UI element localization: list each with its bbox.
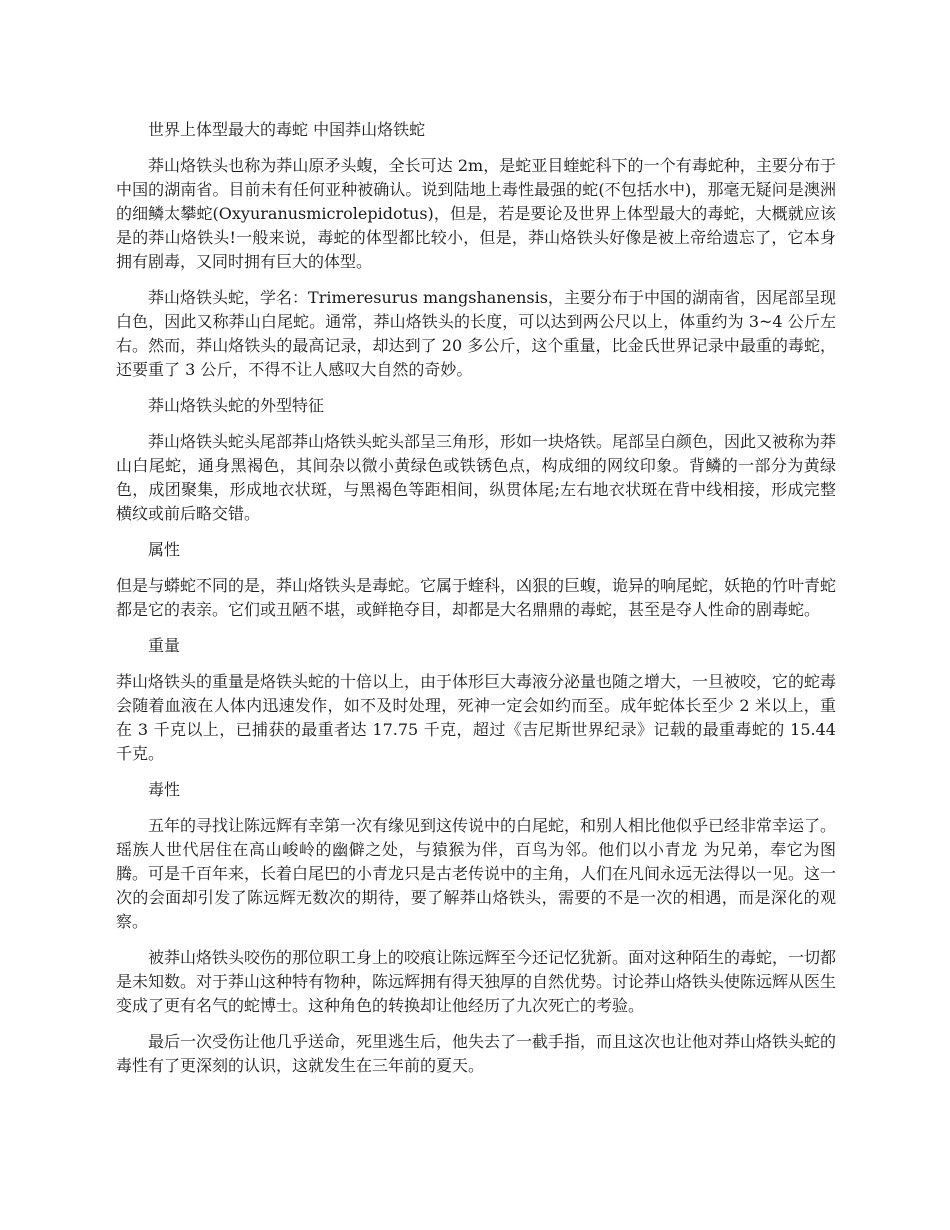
page-title: 世界上体型最大的毒蛇 中国莽山烙铁蛇 xyxy=(148,120,426,139)
paragraph-search: 五年的寻找让陈远辉有幸第一次有缘见到这传说中的白尾蛇，和别人相比他似乎已经非常幸运了。瑶族人世代居住在高山峻岭的幽僻之处，与猿猴为伴，百鸟为邻。他们以小青龙 为兄弟，奉它为图腾。可是千百年来，长着白尾巴的小青龙只是古老传说中的主角，人们在凡间永远无法得以一见。这一次的会面却引发了陈远辉无数次的期待，要了解莽山烙铁头，需要的不是一次的相遇，而是深化的观察。 xyxy=(116,816,837,931)
section-heading-appearance: 莽山烙铁头蛇的外型特征 xyxy=(148,396,325,415)
paragraph-scientific-name: 莽山烙铁头蛇，学名：Trimeresurus mangshanensis，主要分布于中国的湖南省，因尾部呈现白色，因此又称莽山白尾蛇。通常，莽山烙铁头的长度，可以达到两公尺以上，体重约为 3~4 公斤左右。然而，莽山烙铁头的最高记录，却达到了 20 多公斤，这个重量，比金氏世界记录中最重的毒蛇，还要重了 3 公斤，不得不让人感叹大自然的奇妙。 xyxy=(116,288,836,379)
section-heading-weight: 重量 xyxy=(148,636,181,655)
paragraph-bite-memory: 被莽山烙铁头咬伤的那位职工身上的咬痕让陈远辉至今还记忆犹新。面对这种陌生的毒蛇，一切都是未知数。对于莽山这种特有物种，陈远辉拥有得天独厚的自然优势。讨论莽山烙铁头使陈远辉从医生变成了更有名气的蛇博士。这种角色的转换却让他经历了九次死亡的考验。 xyxy=(116,948,837,1015)
section-heading-attributes: 属性 xyxy=(148,540,181,559)
paragraph-attributes: 但是与蟒蛇不同的是，莽山烙铁头是毒蛇。它属于蝰科，凶狠的巨蝮，诡异的响尾蛇，妖艳的竹叶青蛇都是它的表亲。它们或丑陋不堪，或鲜艳夺目，却都是大名鼎鼎的毒蛇，甚至是夺人性命的剧毒蛇。 xyxy=(116,576,837,619)
paragraph-last-injury: 最后一次受伤让他几乎送命，死里逃生后，他失去了一截手指，而且这次也让他对莽山烙铁头蛇的毒性有了更深刻的认识，这就发生在三年前的夏天。 xyxy=(116,1032,837,1075)
paragraph-weight: 莽山烙铁头的重量是烙铁头蛇的十倍以上，由于体形巨大毒液分泌量也随之增大，一旦被咬，它的蛇毒会随着血液在人体内迅速发作，如不及时处理，死神一定会如约而至。成年蛇体长至少 2 米以上，重在 3 千克以上，已捕获的最重者达 17.75 千克，超过《吉尼斯世界纪录》记载的最重毒蛇的 15.44 千克。 xyxy=(116,672,837,763)
paragraph-appearance: 莽山烙铁头蛇头尾部莽山烙铁头蛇头部呈三角形，形如一块烙铁。尾部呈白颜色，因此又被称为莽山白尾蛇，通身黑褐色，其间杂以微小黄绿色或铁锈色点，构成细的网纹印象。背鳞的一部分为黄绿色，成团聚集，形成地衣状斑，与黑褐色等距相间，纵贯体尾;左右地衣状斑在背中线相接，形成完整横纹或前后略交错。 xyxy=(116,432,837,523)
section-heading-toxicity: 毒性 xyxy=(148,780,181,799)
paragraph-intro: 莽山烙铁头也称为莽山原矛头蝮，全长可达 2m，是蛇亚目蝰蛇科下的一个有毒蛇种，主要分布于中国的湖南省。目前未有任何亚种被确认。说到陆地上毒性最强的蛇(不包括水中)，那毫无疑问是澳洲的细鳞太攀蛇(Oxyuranusmicrolepidotus)，但是，若是要论及世界上体型最大的毒蛇，大概就应该是的莽山烙铁头!一般来说，毒蛇的体型都比较小，但是，莽山烙铁头好像是被上帝给遗忘了，它本身拥有剧毒，又同时拥有巨大的体型。 xyxy=(116,156,836,271)
document-page xyxy=(116,118,836,1090)
